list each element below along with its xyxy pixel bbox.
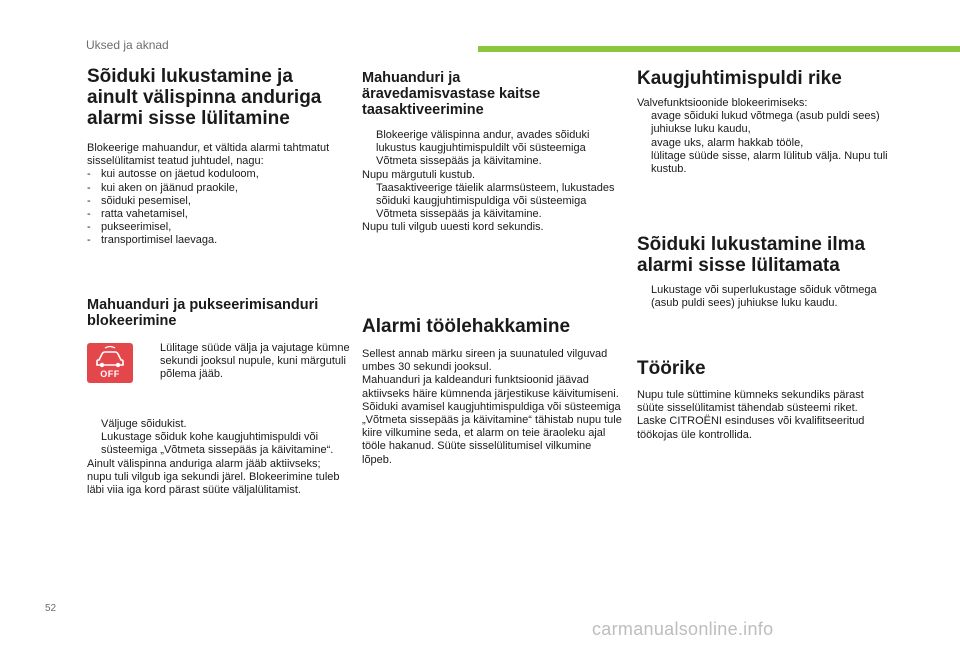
alarm-off-icon [87,343,133,383]
list-item: - ratta vahetamisel, [87,208,188,221]
heading-lock-exterior-sensor: Sõiduki lukustamine ja ainult välispinna anduriga alarmi sisse lülitamine [87,66,322,129]
lock-without-alarm-step: Lukustage või superlukustage sõiduk võtmega (asub puldi sees) juhiukse luku kaudu. [651,284,877,310]
icon-step: Lülitage süüde välja ja vajutage kümne sekundi jooksul nupule, kuni märgutuli põlema jääb. [160,342,350,381]
status-line: Nupu märgutuli kustub. [362,168,476,181]
watermark: carmanualsonline.info [592,619,774,639]
alarm-off-label: OFF [100,369,120,379]
intro-text: Valvefunktsioonide blokeerimiseks: [637,97,808,109]
step-item: lülitage süüde sisse, alarm lülitub välja. Nupu tuli kustub. [651,149,888,176]
section-header: Uksed ja aknad [86,38,169,52]
header-accent-bar [478,46,960,52]
list-item: - kui autosse on jäetud koduloom, [87,168,259,181]
malfunction-text: Nupu tule süttimine kümneks sekundiks pärast süüte sisselülitamist tähendab süsteemi riket. Laske CITROËNI esinduses või kvalifitseeritud töökojas üle kontrollida. [637,389,865,441]
outro-text: Ainult välispinna anduriga alarm jääb aktiivseks; nupu tuli vilgub iga sekundi järel. Blokeerimine tuleb läbi viia iga kord pärast süüte väljalülitamist. [87,457,340,497]
step-item: avage sõiduki lukud võtmega (asub puldi sees) juhiukse luku kaudu, [651,110,880,136]
step-item: Taasaktiveerige täielik alarmsüsteem, lukustades sõiduki kaugjuhtimispuldiga või süsteemiga Võtmeta sissepääs ja käivitamine. [376,181,615,221]
dash-list [87,168,343,247]
heading-malfunction: Töörike [637,358,706,379]
reactivation-block [362,129,618,235]
step-item: Väljuge sõidukist. [101,418,187,430]
column-1 [87,66,343,248]
page-number: 52 [45,603,57,614]
step-item: Lukustage sõiduk kohe kaugjuhtimispuldi või süsteemiga „Võtmeta sissepääs ja käivitamine“. [101,431,334,457]
list-item: - kui aken on jäänud praokile, [87,181,238,194]
alarm-trigger-text: Sellest annab märku sireen ja suunatuled vilguvad umbes 30 sekundi jooksul. Mahuanduri ja kaldeanduri funktsioonid jäävad aktiivseks häire kümnenda järjestikuse käivitumiseni. Sõiduki avamisel kaugjuhtimispuldiga või süsteemiga „Võtmeta sissepääs ja käivitamine“ tähistab nupu tule kiire vilkumine seda, et alarm on teie äraoleku ajal tööle hakanud. Süüte sisselülitumisel vilkumine lõpeb. [362,348,622,466]
heading-remote-fault: Kaugjuhtimispuldi rike [637,68,842,89]
list-item: - transportimisel laevaga. [87,234,218,247]
list-item: - sõiduki pesemisel, [87,194,191,207]
intro-text: Blokeerige mahuandur, et vältida alarmi tahtmatut sisselülitamist teatud juhtudel, nagu: [87,142,330,168]
heading-sensor-blocking: Mahuanduri ja pukseerimisanduri blokeerimine [87,297,319,329]
remote-fault-block [637,97,893,176]
heading-alarm-trigger: Alarmi töölehakkamine [362,316,571,337]
list-item: - pukseerimisel, [87,221,172,234]
column-2 [362,70,618,235]
steps-block [87,418,343,497]
heading-lock-without-alarm: Sõiduki lukustamine ilma alarmi sisse lülitamata [637,234,866,276]
step-item: avage uks, alarm hakkab tööle, [651,136,804,149]
heading-reactivation: Mahuanduri ja äravedamisvastase kaitse taasaktiveerimine [362,70,541,118]
status-line: Nupu tuli vilgub uuesti kord sekundis. [362,221,544,234]
step-item: Blokeerige välispinna andur, avades sõiduki lukustus kaugjuhtimispuldilt või süsteemiga Võtmeta sissepääs ja käivitamine. [376,129,590,168]
